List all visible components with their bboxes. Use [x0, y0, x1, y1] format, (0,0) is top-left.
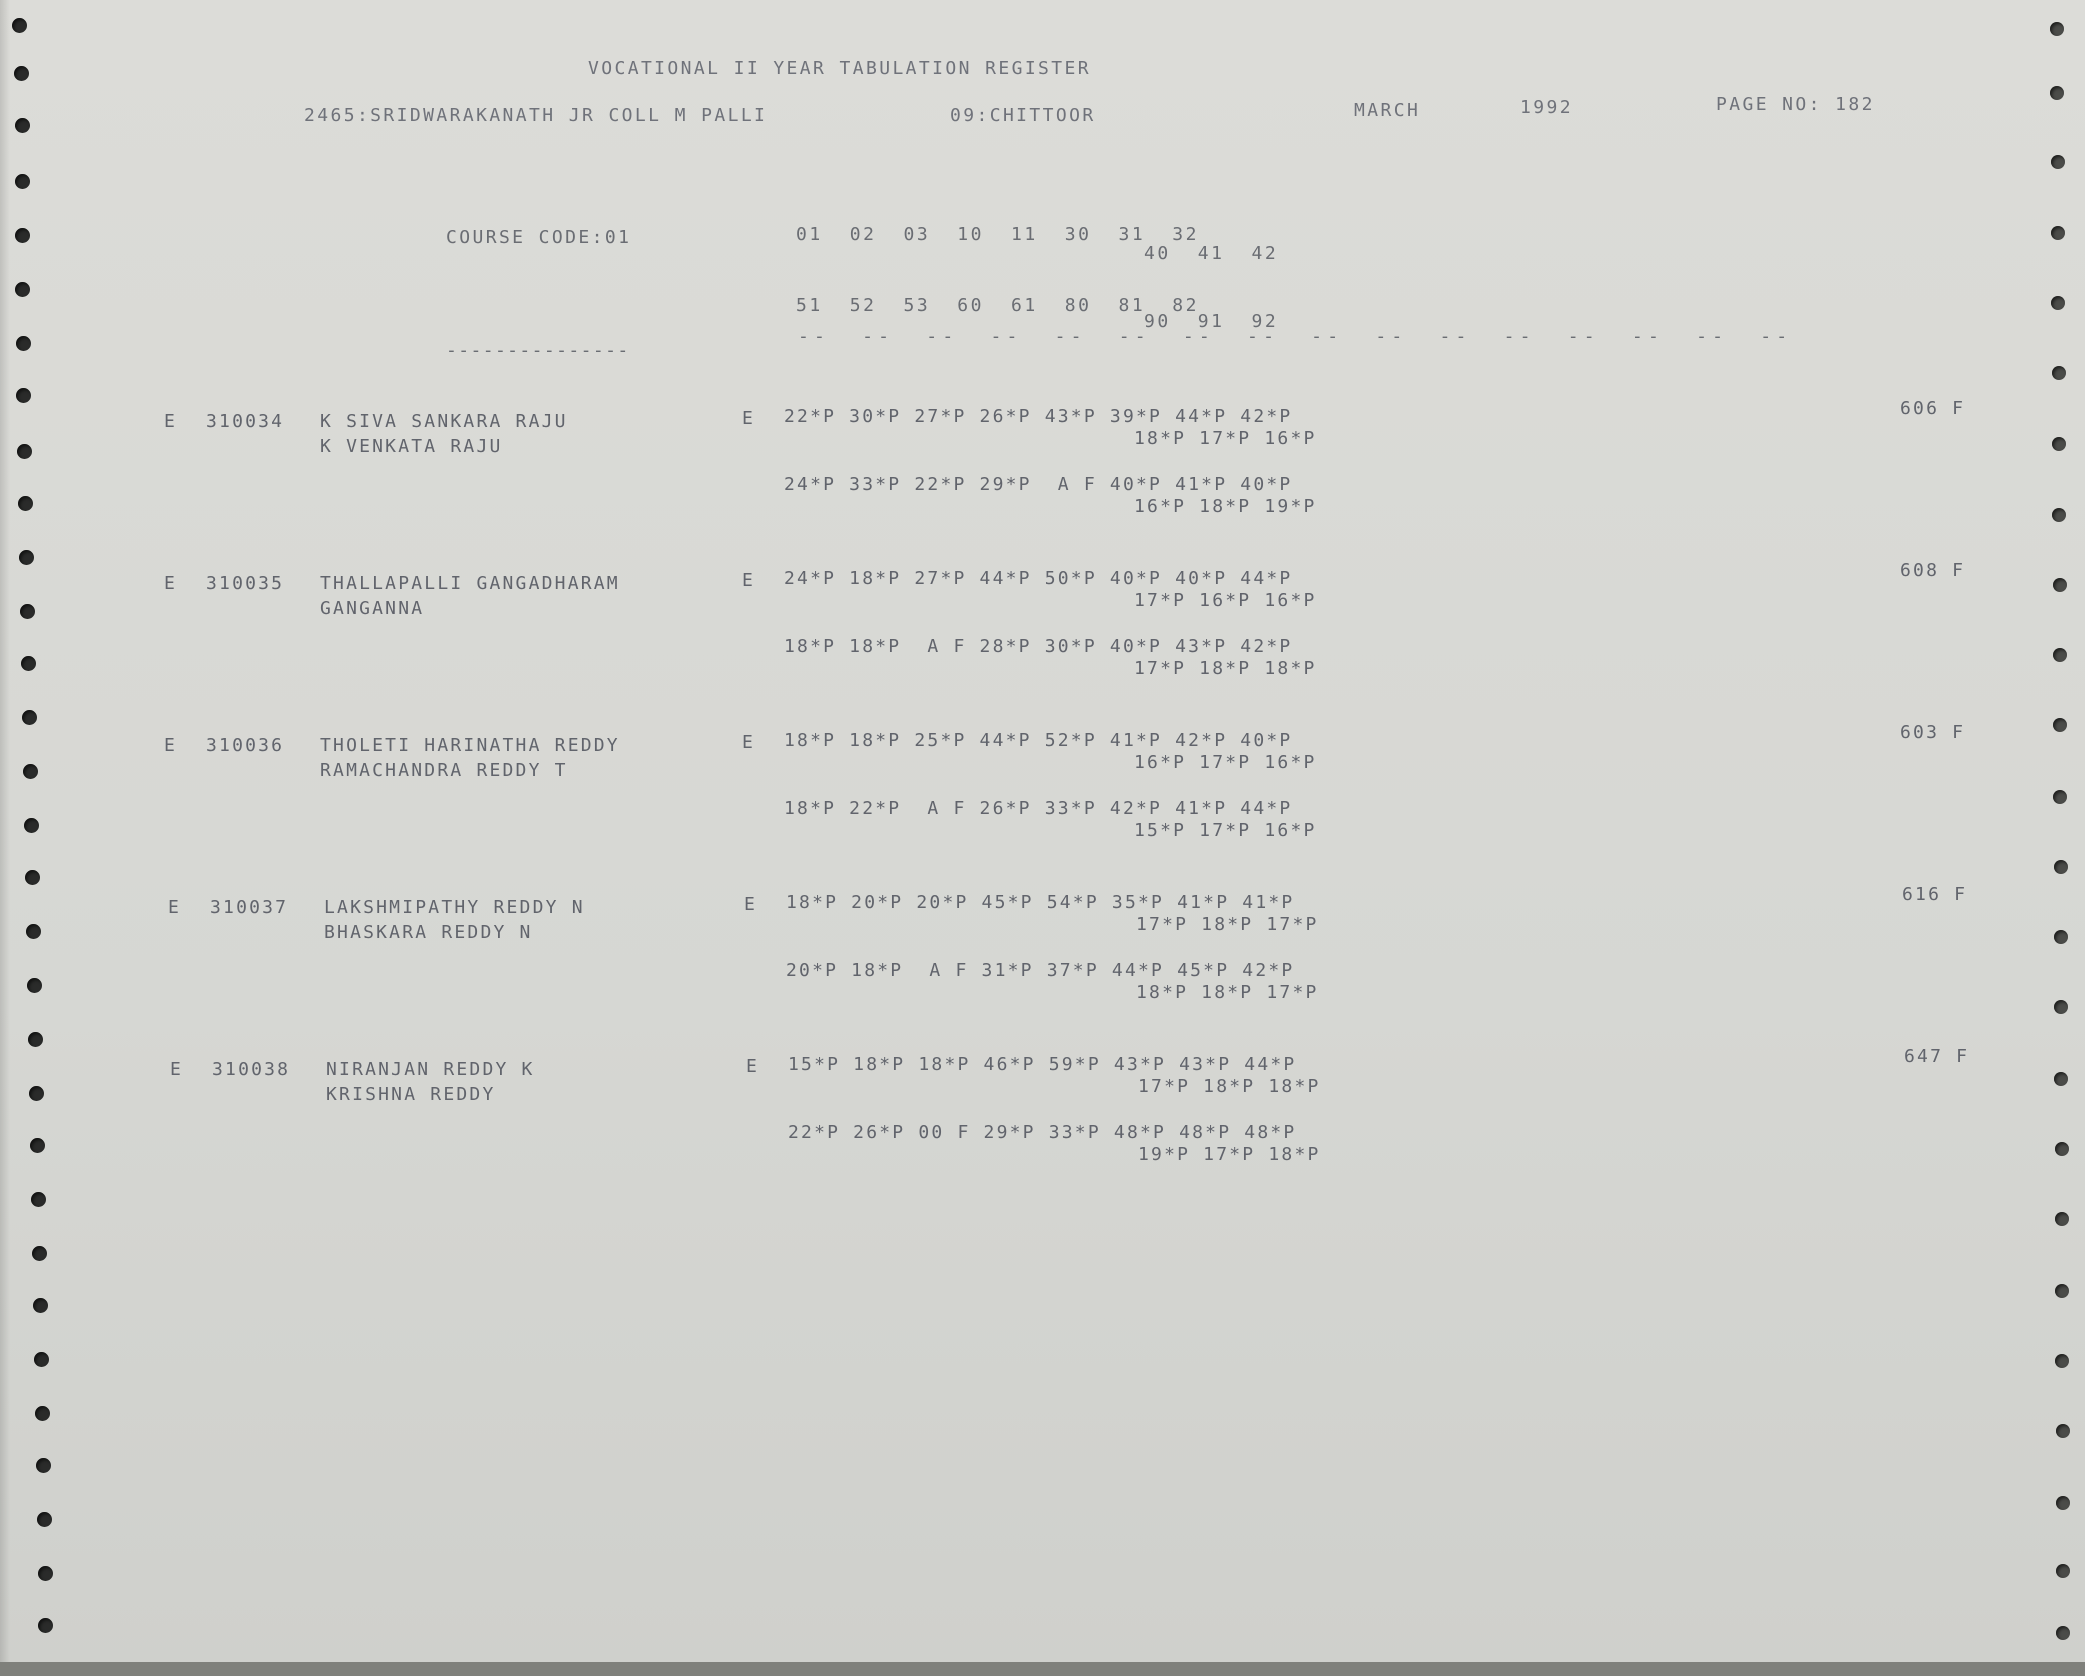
- subject-codes-row2: 51 52 53 60 61 80 81 82: [796, 295, 1200, 316]
- course-code-label: COURSE CODE:01: [446, 227, 632, 248]
- marks-row2: 22*P 26*P 00 F 29*P 33*P 48*P 48*P 48*P: [788, 1122, 1297, 1143]
- roll-number: 310037: [210, 897, 289, 918]
- marks-row1: 24*P 18*P 27*P 44*P 50*P 40*P 40*P 44*P: [784, 568, 1293, 589]
- marks-row1-sub: 17*P 18*P 17*P: [1136, 914, 1319, 935]
- father-name: RAMACHANDRA REDDY T: [320, 760, 568, 781]
- marks-row2: 18*P 22*P A F 26*P 33*P 42*P 41*P 44*P: [784, 798, 1293, 819]
- page-number: PAGE NO: 182: [1716, 94, 1875, 115]
- student-record: [0, 722, 2085, 880]
- separator-left: ---------------: [446, 340, 630, 361]
- marks-row2: 24*P 33*P 22*P 29*P A F 40*P 41*P 40*P: [784, 474, 1293, 495]
- roll-number: 310034: [206, 411, 285, 432]
- student-name: LAKSHMIPATHY REDDY N: [324, 897, 585, 918]
- marks-row1: 22*P 30*P 27*P 26*P 43*P 39*P 44*P 42*P: [784, 406, 1293, 427]
- marks-row2-sub: 18*P 18*P 17*P: [1136, 982, 1319, 1003]
- student-record: [0, 560, 2085, 718]
- student-name: THALLAPALLI GANGADHARAM: [320, 573, 620, 594]
- student-record: [0, 884, 2085, 1042]
- marks-row1-sub: 17*P 18*P 18*P: [1138, 1076, 1321, 1097]
- marks-row2-sub: 19*P 17*P 18*P: [1138, 1144, 1321, 1165]
- student-category: E: [164, 735, 178, 756]
- subject-codes-row1-sub: 40 41 42: [1144, 243, 1279, 264]
- total-result: 603 F: [1900, 722, 1966, 743]
- student-category: E: [168, 897, 182, 918]
- student-record: [0, 398, 2085, 556]
- roll-number: 310036: [206, 735, 285, 756]
- separator-codes: -- -- -- -- -- -- -- -- -- -- -- -- -- -- -- --: [798, 326, 1793, 347]
- marks-row2-sub: 15*P 17*P 16*P: [1134, 820, 1317, 841]
- father-name: BHASKARA REDDY N: [324, 922, 533, 943]
- college-name: 2465:SRIDWARAKANATH JR COLL M PALLI: [304, 105, 768, 126]
- total-result: 608 F: [1900, 560, 1966, 581]
- register-title: VOCATIONAL II YEAR TABULATION REGISTER: [588, 58, 1092, 79]
- marks-row2: 18*P 18*P A F 28*P 30*P 40*P 43*P 42*P: [784, 636, 1293, 657]
- marks-row1: 15*P 18*P 18*P 46*P 59*P 43*P 43*P 44*P: [788, 1054, 1297, 1075]
- district-name: 09:CHITTOOR: [950, 105, 1096, 126]
- father-name: GANGANNA: [320, 598, 425, 619]
- result-flag: E: [746, 1056, 760, 1077]
- student-category: E: [164, 573, 178, 594]
- father-name: KRISHNA REDDY: [326, 1084, 496, 1105]
- result-flag: E: [742, 408, 756, 429]
- table-surface-edge: [0, 1662, 2085, 1676]
- student-category: E: [170, 1059, 184, 1080]
- subject-codes-row2-sub: 90 91 92: [1144, 311, 1279, 332]
- student-name: K SIVA SANKARA RAJU: [320, 411, 568, 432]
- subject-codes-row1: 01 02 03 10 11 30 31 32: [796, 224, 1200, 245]
- father-name: K VENKATA RAJU: [320, 436, 503, 457]
- result-flag: E: [742, 732, 756, 753]
- marks-row1-sub: 16*P 17*P 16*P: [1134, 752, 1317, 773]
- total-result: 616 F: [1902, 884, 1968, 905]
- exam-month: MARCH: [1354, 100, 1421, 121]
- student-record: [0, 1046, 2085, 1204]
- student-name: NIRANJAN REDDY K: [326, 1059, 535, 1080]
- marks-row2-sub: 17*P 18*P 18*P: [1134, 658, 1317, 679]
- roll-number: 310038: [212, 1059, 291, 1080]
- total-result: 647 F: [1904, 1046, 1970, 1067]
- roll-number: 310035: [206, 573, 285, 594]
- student-category: E: [164, 411, 178, 432]
- result-flag: E: [744, 894, 758, 915]
- marks-row1-sub: 17*P 16*P 16*P: [1134, 590, 1317, 611]
- marks-row1: 18*P 20*P 20*P 45*P 54*P 35*P 41*P 41*P: [786, 892, 1295, 913]
- marks-row2: 20*P 18*P A F 31*P 37*P 44*P 45*P 42*P: [786, 960, 1295, 981]
- exam-year: 1992: [1520, 97, 1573, 118]
- result-flag: E: [742, 570, 756, 591]
- marks-row2-sub: 16*P 18*P 19*P: [1134, 496, 1317, 517]
- marks-row1: 18*P 18*P 25*P 44*P 52*P 41*P 42*P 40*P: [784, 730, 1293, 751]
- total-result: 606 F: [1900, 398, 1966, 419]
- student-name: THOLETI HARINATHA REDDY: [320, 735, 620, 756]
- marks-row1-sub: 18*P 17*P 16*P: [1134, 428, 1317, 449]
